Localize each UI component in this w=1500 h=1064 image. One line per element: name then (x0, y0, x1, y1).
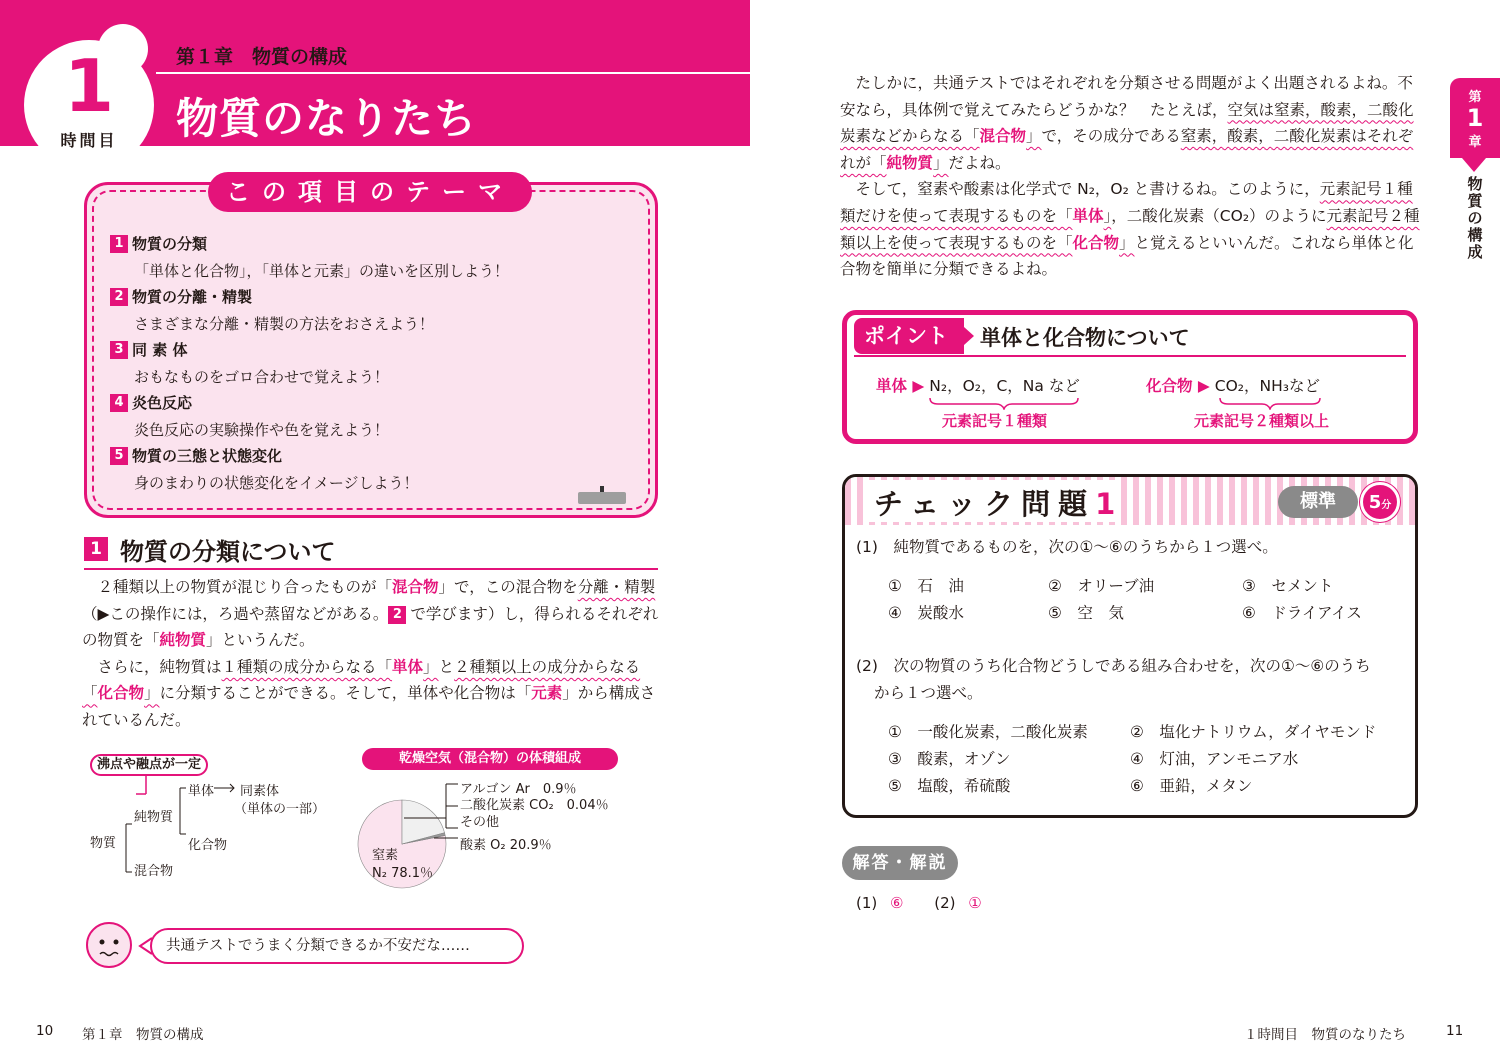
paragraph (82, 574, 660, 654)
vertical-char: の (1467, 209, 1483, 227)
theme-item-number: 3 (110, 341, 128, 359)
chapter-tab-arrow (1462, 158, 1486, 172)
pie-co2-label: 二酸化炭素 CO₂ 0.04％ (460, 798, 609, 813)
theme-item-number: 2 (110, 288, 128, 306)
pie-argon-label: アルゴン Ar 0.9％ (460, 782, 577, 797)
theme-item-4 (110, 392, 192, 413)
q2-option: ③ 酸素，オゾン (888, 750, 1011, 768)
keyword: 混合物 (979, 127, 1027, 146)
theme-item-heading: 物質の三態と状態変化 (132, 447, 283, 465)
q1-option: ④ 炭酸水 (888, 604, 964, 622)
theme-item-5 (110, 445, 282, 466)
text-run: だよね。 (948, 153, 1011, 172)
vertical-char: 成 (1467, 243, 1483, 261)
diagram-compound: 化合物 (188, 838, 228, 853)
time-badge (1360, 482, 1400, 522)
point-left-row (876, 374, 1080, 396)
q1-option: ③ セメント (1242, 577, 1334, 595)
theme-item-number: 1 (110, 235, 128, 253)
diagram-root: 物質 (90, 836, 117, 851)
q1-option: ① 石 油 (888, 577, 964, 595)
underlined-text: 空気は窒素，酸素，二酸化炭素などからなる「 (840, 100, 1414, 146)
point-right-examples: CO₂，NH₃など (1214, 377, 1320, 395)
chapter-tab (1450, 78, 1500, 158)
speech-bubble: 共通テストでうまく分類できるか不安だな…… (150, 928, 524, 964)
point-badge: ポイント (854, 318, 964, 354)
section-number: 1 (84, 537, 108, 561)
text-run: と (438, 657, 455, 676)
text-run: さらに，純物質は (82, 657, 222, 676)
stand-base-icon (578, 492, 626, 504)
theme-item-3 (110, 339, 187, 360)
q2-option: ② 塩化ナトリウム，ダイヤモンド (1130, 723, 1377, 741)
text-run: で，その成分である (1041, 127, 1181, 146)
chapter-title: 第１章 物質の構成 (176, 46, 348, 68)
underlined-text: 窒素，酸素，二酸化炭素はそれぞれが「 (840, 127, 1414, 172)
answer-badge: 解答・解説 (842, 846, 958, 880)
q1-option: ② オリーブ油 (1048, 577, 1155, 595)
chapter-tab-vertical (1462, 176, 1488, 261)
theme-item-desc: 身のまわりの状態変化をイメージしよう！ (134, 474, 419, 492)
keyword: 元素 (531, 684, 563, 703)
answer-row (856, 894, 982, 912)
underlined-text: 」 (423, 657, 439, 676)
point-right-note: 元素記号２種類以上 (1194, 412, 1330, 430)
point-left-note: 元素記号１種類 (942, 412, 1048, 430)
point-right-row (1146, 374, 1320, 396)
theme-title: この項目のテーマ (208, 172, 532, 212)
underlined-text: 」 (933, 153, 949, 172)
text-run: たしかに，共通テストではそれぞれを分類させる問題がよく出題されるよね。不安なら，具体例で覚えてみたらどうかな？ たとえば， (840, 74, 1413, 119)
point-rule (854, 355, 1406, 357)
hour-label: 時間目 (60, 131, 118, 150)
text-run: 」で，この混合物を (438, 578, 578, 596)
theme-item-desc: 炎色反応の実験操作や色を覚えよう！ (134, 421, 390, 439)
diagram-mixture: 混合物 (134, 864, 174, 879)
question-2-cont: から１つ選べ。 (874, 684, 983, 702)
theme-item-number: 5 (110, 447, 128, 465)
answer-2-label: (2) (934, 894, 956, 912)
underlined-text: 元素記号２種類以上を使って表現するものを「 (840, 206, 1420, 252)
footer-lesson: １時間目 物質のなりたち (1244, 1027, 1406, 1043)
keyword: 化合物 (97, 684, 145, 703)
point-badge-tip (964, 327, 974, 345)
keyword: 単体 (392, 657, 424, 676)
theme-item-1 (110, 233, 207, 254)
underlined-text: 」 (1119, 233, 1135, 252)
chapter-tab-number: 1 (1466, 104, 1484, 132)
pie-leader-lines (400, 776, 460, 852)
underlined-text: 」 (1103, 206, 1112, 225)
theme-item-desc: おもなものをゴロ合わせで覚えよう！ (134, 368, 390, 386)
diagram-pure: 純物質 (134, 810, 174, 825)
diagram-allotrope: 同素体 (240, 784, 280, 799)
header-rule (156, 72, 750, 74)
section-body (82, 574, 660, 734)
theme-item-desc: さまざまな分離・精製の方法をおさえよう！ (134, 315, 435, 333)
text-run: で学びます）し，得られるそれぞれの物質を「 (82, 604, 659, 650)
page-number-right: 11 (1446, 1023, 1464, 1039)
keyword: 化合物 (1072, 233, 1120, 252)
chapter-tab-top: 第 (1468, 90, 1482, 105)
keyword: 単体 (1072, 206, 1104, 225)
page-title: 物質のなりたち (176, 94, 478, 143)
theme-item-heading: 物質の分離・精製 (132, 288, 253, 306)
answer-2: ① (968, 894, 982, 912)
theme-item-desc: 「単体と化合物」，「単体と元素」の違いを区別しよう！ (134, 262, 510, 280)
point-left-label: 単体 ▶ (876, 377, 925, 395)
hour-number: 1 (63, 44, 115, 128)
chapter-tab-bottom: 章 (1468, 135, 1482, 150)
keyword: 混合物 (392, 578, 439, 596)
text-run: と覚えるといいんだ。これなら単体と化合物を簡単に分類できるよね。 (840, 233, 1414, 279)
check-title-number: 1 (1095, 487, 1124, 521)
answer-1: ⑥ (890, 894, 904, 912)
pie-other-label: その他 (460, 815, 500, 830)
paragraph (840, 70, 1420, 176)
q1-option: ⑤ 空 気 (1048, 604, 1124, 622)
theme-item-heading: 同 素 体 (132, 341, 188, 359)
q1-option: ⑥ ドライアイス (1242, 604, 1362, 622)
footer-chapter: 第１章 物質の構成 (82, 1027, 204, 1043)
keyword: 純物質 (159, 631, 207, 650)
difficulty-badge: 標準 (1278, 486, 1358, 518)
point-title: 単体と化合物について (980, 326, 1190, 350)
page-number-left: 10 (36, 1023, 54, 1039)
pie-nitrogen-value: N₂ 78.1％ (372, 866, 434, 881)
check-title (874, 482, 1123, 523)
text-run: ，二酸化炭素（CO₂）のように (1111, 206, 1327, 225)
underlined-text: 」 (144, 684, 160, 703)
face-features-icon (88, 924, 130, 966)
text-run: 」というんだ。 (206, 631, 315, 650)
underlined-text: 」 (1026, 127, 1042, 146)
boiling-point-tag: 沸点や融点が一定 (90, 754, 208, 776)
diagram-allotrope-note: （単体の一部） (234, 802, 326, 817)
q2-option: ⑤ 塩酸，希硫酸 (888, 777, 1011, 795)
worried-face-icon (86, 922, 132, 968)
time-unit: 分 (1381, 500, 1392, 511)
pie-chart-title: 乾燥空気（混合物）の体積組成 (362, 748, 618, 770)
theme-item-heading: 物質の分類 (132, 235, 208, 253)
paragraph (840, 176, 1420, 282)
pie-oxygen-label: 酸素 O₂ 20.9％ (460, 838, 552, 853)
point-left-examples: N₂，O₂，C，Na など (929, 377, 1080, 395)
question-2: (2) 次の物質のうち化合物どうしである組み合わせを，次の①～⑥のうち (856, 657, 1371, 675)
q2-option: ① 一酸化炭素，二酸化炭素 (888, 723, 1088, 741)
section-ref: 2 (388, 606, 406, 624)
keyword: 純物質 (886, 153, 934, 172)
vertical-char: 物 (1467, 175, 1483, 193)
pie-nitrogen-label: 窒素 (372, 848, 399, 863)
text-run: （▶この操作には，ろ過や蒸留などがある。 (82, 604, 389, 623)
underlined-text: ２種類以上の成分からなる「 (82, 657, 641, 703)
theme-item-2 (110, 286, 252, 307)
paragraph (82, 654, 660, 734)
text-run: 」から構成されているんだ。 (82, 684, 656, 729)
point-braces (928, 396, 1368, 410)
diagram-element: 単体 (188, 784, 215, 799)
answer-1-label: (1) (856, 894, 878, 912)
underlined-text: 元素記号１種類だけを使って表現するものを「 (840, 180, 1413, 225)
underlined-text: 分離・精製 (577, 578, 656, 596)
point-right-label: 化合物 ▶ (1146, 377, 1210, 395)
vertical-char: 構 (1467, 226, 1483, 244)
text-run: そして，窒素や酸素は化学式で N₂，O₂ と書けるね。このように， (840, 180, 1320, 199)
question-1: (1) 純物質であるものを，次の①～⑥のうちから１つ選べ。 (856, 538, 1278, 556)
theme-item-heading: 炎色反応 (132, 394, 193, 412)
classification-lines (90, 770, 260, 880)
underlined-text: １種類の成分からなる「 (221, 657, 393, 676)
vertical-char: 質 (1467, 192, 1483, 210)
time-value: 5 (1368, 492, 1382, 513)
q2-option: ⑥ 亜鉛，メタン (1130, 777, 1253, 795)
section-rule (84, 568, 658, 570)
text-run: ２種類以上の物質が混じり合ったものが「 (82, 578, 393, 596)
q2-option: ④ 灯油，アンモニア水 (1130, 750, 1299, 768)
right-body (840, 70, 1420, 283)
theme-item-number: 4 (110, 394, 128, 412)
section-title: 物質の分類について (120, 538, 336, 566)
text-run: に分類することができる。そして，単体や化合物は「 (159, 684, 532, 703)
check-title-text: チェック問題 (874, 487, 1096, 521)
